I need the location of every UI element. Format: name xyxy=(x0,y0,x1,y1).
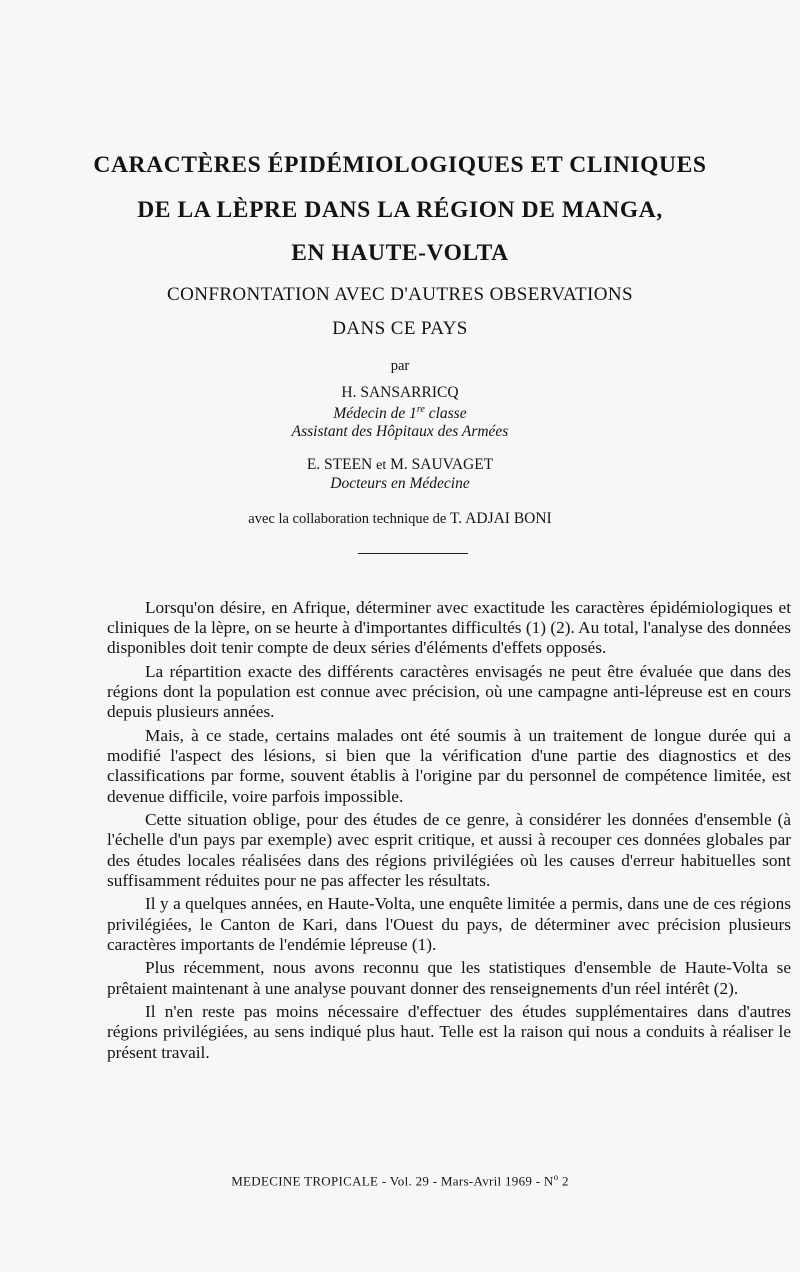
paragraph-4: Cette situation oblige, pour des études de ce genre, à considérer les données d'ensemble (à l'échelle d'un pays par exemple) avec esprit critique, et aussi à recouper ces données globales par des études locales réalisées dans des régions privilégiées où les causes d'erreur habituelles sont suffisamment réduites pour ne pas affecter les résultats. xyxy=(107,810,791,890)
collaboration-line xyxy=(60,510,740,528)
article-body xyxy=(107,598,791,1066)
footer-number: 2 xyxy=(558,1173,569,1189)
by-line: par xyxy=(390,358,410,374)
separator-rule xyxy=(358,553,468,554)
paragraph-7: Il n'en reste pas moins nécessaire d'effectuer des études supplémentaires dans d'autres régions privilégiées, au sens indiqué plus haut. Telle est la raison qui nous a conduits à réaliser le présent travail. xyxy=(107,1002,791,1062)
author-2-names xyxy=(60,456,740,474)
subtitle-line-2: DANS CE PAYS xyxy=(332,318,468,339)
author-2-role: Docteurs en Médecine xyxy=(330,475,470,492)
paragraph-2: La répartition exacte des différents caractères envisagés ne peut être évaluée que dans des régions dont la population est connue avec précision, où une campagne anti-lépreuse est en cours depuis plusieurs années. xyxy=(107,662,791,722)
journal-footer xyxy=(60,1172,740,1189)
footer-number-sup: o xyxy=(553,1172,559,1182)
title-line-3: EN HAUTE-VOLTA xyxy=(291,240,509,266)
author-1-role-post: classe xyxy=(424,405,467,423)
author-1-role-pre: Médecin de 1 xyxy=(333,405,417,423)
author-2-name-b: M. SAUVAGET xyxy=(390,456,494,473)
author-1-role-sup: re xyxy=(416,404,425,415)
paragraph-5: Il y a quelques années, en Haute-Volta, une enquête limitée a permis, dans une de ces régions privilégiées, le Canton de Kari, dans l'Ouest du pays, de déterminer avec précision plusieurs caractères importants de l'endémie lépreuse (1). xyxy=(107,894,791,954)
collaboration-name: T. ADJAI BONI xyxy=(449,510,552,527)
paragraph-3: Mais, à ce stade, certains malades ont été soumis à un traitement de longue durée qui a modifié l'aspect des lésions, si bien que la vérification d'une partie des diagnostics et des classifications par forme, souvent établis à l'origine par du personnel de compétence limitée, est devenue difficile, voire parfois impossible. xyxy=(107,726,791,806)
paragraph-6: Plus récemment, nous avons reconnu que les statistiques d'ensemble de Haute-Volta se prêtaient maintenant à une analyse pouvant donner des renseignements d'un réel intérêt (2). xyxy=(107,958,791,998)
author-2-conjunction: et xyxy=(376,458,387,473)
title-line-1: CARACTÈRES ÉPIDÉMIOLOGIQUES ET CLINIQUES xyxy=(93,152,707,178)
title-line-2: DE LA LÈPRE DANS LA RÉGION DE MANGA, xyxy=(137,197,663,223)
author-1-affiliation: Assistant des Hôpitaux des Armées xyxy=(291,423,509,440)
subtitle-line-1: CONFRONTATION AVEC D'AUTRES OBSERVATIONS xyxy=(167,284,633,305)
author-1-role xyxy=(60,404,740,423)
paragraph-1: Lorsqu'on désire, en Afrique, déterminer avec exactitude les caractères épidémiologiques et cliniques de la lèpre, on se heurte à d'importantes difficultés (1) (2). Au total, l'analyse des données disponibles doit tenir compte de deux séries d'éléments d'effets opposés. xyxy=(107,598,791,658)
author-1-name: H. SANSARRICQ xyxy=(341,384,459,401)
author-2-name-a: E. STEEN xyxy=(306,456,373,473)
footer-journal: MEDECINE TROPICALE - Vol. 29 - Mars-Avril 1969 - N xyxy=(231,1173,554,1189)
collaboration-prefix: avec la collaboration technique de xyxy=(248,511,447,527)
